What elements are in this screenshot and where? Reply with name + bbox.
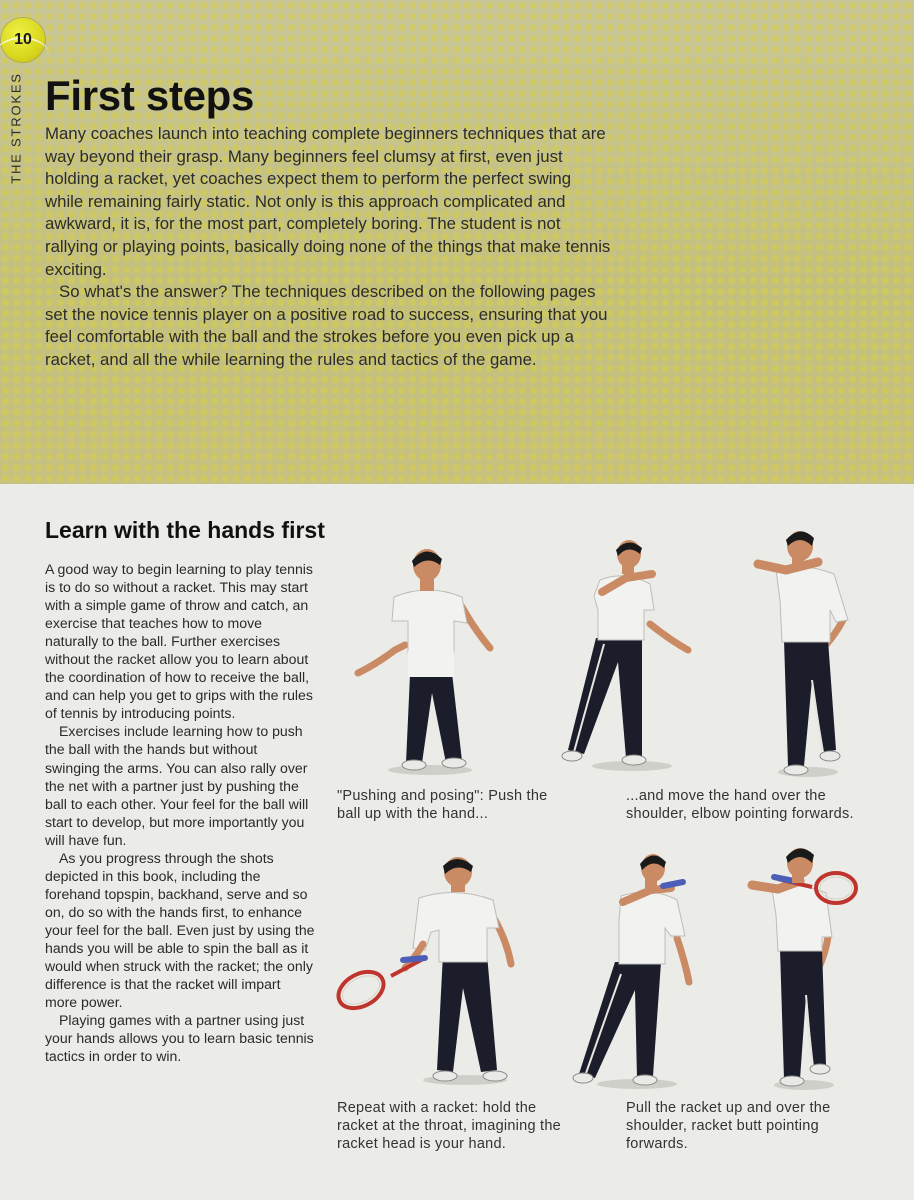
caption-push-hand: "Pushing and posing": Push the ball up with the hand...: [337, 788, 548, 822]
body-paragraph: Playing games with a partner using just your hands allows you to learn basic tennis tactics in order to win.: [45, 1012, 314, 1065]
photo-racket-2: [565, 852, 700, 1092]
caption-racket-shoulder: Pull the racket up and over the shoulder, racket butt pointing forwards.: [626, 1100, 831, 1152]
body-paragraph: A good way to begin learning to play tennis is to do so without a racket. This may start with a simple game of throw and catch, an exercise that teaches how to move naturally to the ball. Further exercises without the racket allow you to learn about the coordination of how to receive the ball, and can help you get to grips with the rules of tennis by introducing points.: [45, 561, 313, 722]
photo-push-hand-2: [560, 540, 695, 775]
caption-hand-over-shoulder: ...and move the hand over the shoulder, elbow pointing forwards.: [626, 788, 854, 822]
intro-text: [45, 123, 611, 372]
intro-paragraph: Many coaches launch into teaching complete beginners techniques that are way beyond their grasp. Many beginners feel clumsy at first, even just holding a racket, yet coaches expect them to perform the perfect swing while remaining fairly static. Not only is this approach complicated and awkward, it is, for the most part, completely boring. The student is not rallying or playing points, basically doing none of the things that make tennis exciting.: [45, 124, 611, 279]
intro-paragraph: So what's the answer? The techniques described on the following pages set the novice tennis player on a positive road to success, ensuring that you feel comfortable with the ball and the strokes before you even pick up a racket, and all the while learning the rules and tactics of the game.: [45, 282, 608, 369]
section-title: Learn with the hands first: [45, 517, 325, 543]
photo-push-hand-1: [350, 545, 500, 780]
caption-racket-throat: Repeat with a racket: hold the racket at the throat, imagining the racket head is your hand.: [337, 1100, 561, 1152]
page-number: 10: [14, 31, 32, 48]
section-label: THE STROKES: [8, 72, 24, 184]
section-body: [45, 560, 315, 1065]
body-paragraph: Exercises include learning how to push the ball with the hands but without swinging the arms. You can also rally over the net with a partner just by pushing the ball to each other. Your feel for the ball will start to develop, but more importantly you will have fun.: [45, 723, 309, 848]
page-number-badge: [1, 18, 45, 62]
photo-racket-3: [748, 845, 860, 1093]
photo-push-hand-3: [752, 530, 857, 780]
photo-racket-1: [335, 858, 525, 1088]
body-paragraph: As you progress through the shots depicted in this book, including the forehand topspin, backhand, serve and so on, do so with the hands first, to enhance your feel for the ball. Even just by using the hands you will be able to spin the ball as it would when struck with the racket; the only difference is that the racket will impart more power.: [45, 849, 315, 1011]
page-title: First steps: [45, 72, 255, 119]
